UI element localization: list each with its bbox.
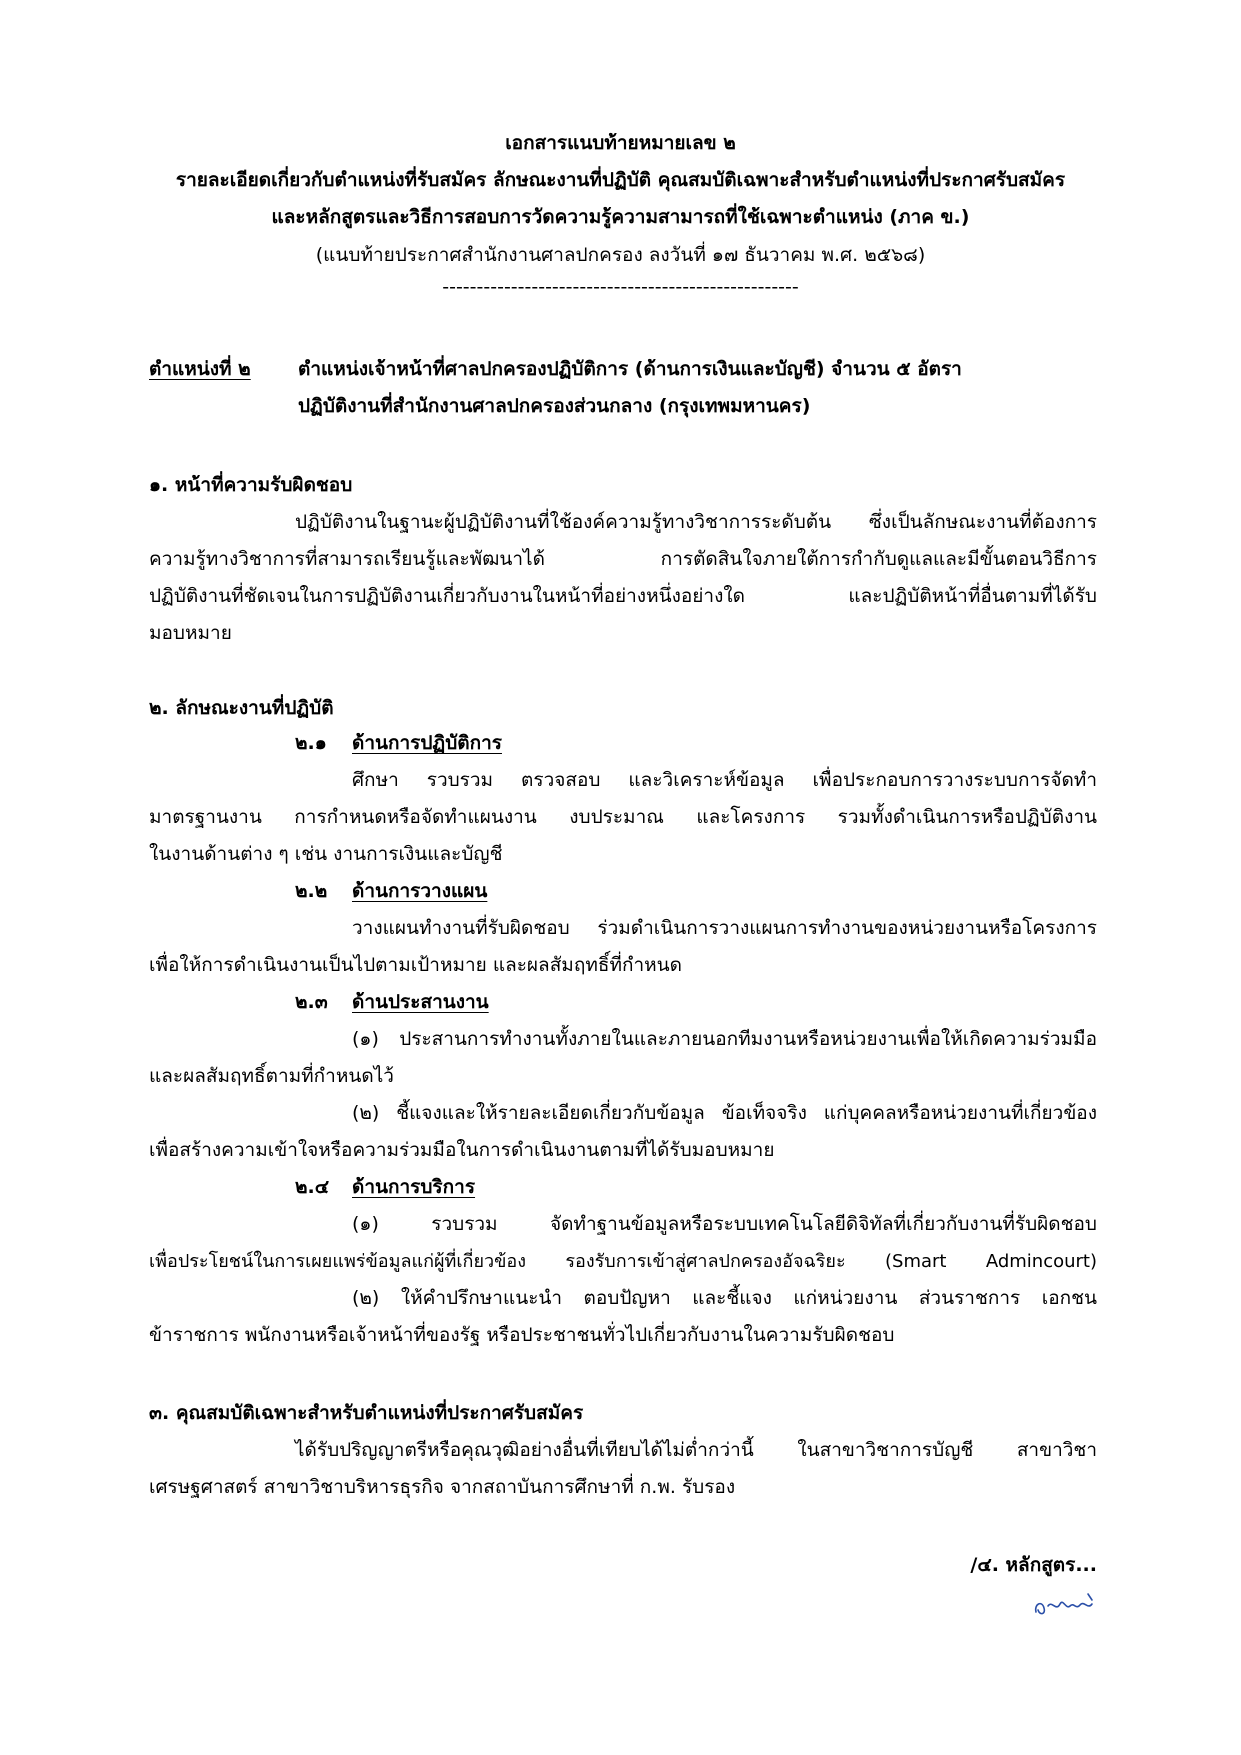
section2-heading: ๒. ลักษณะงานที่ปฏิบัติ bbox=[149, 697, 334, 719]
doc-subtitle-1: รายละเอียดเกี่ยวกับตำแหน่งที่รับสมัคร ลักษณะงานที่ปฏิบัติ คุณสมบัติเฉพาะสำหรับตำแหน่งที่ประกาศรับสมัคร bbox=[175, 169, 1066, 191]
section1-heading: ๑. หน้าที่ความรับผิดชอบ bbox=[149, 474, 353, 496]
continuation-marker: /๔. หลักสูตร... bbox=[970, 1554, 1097, 1576]
sub2-line: เพื่อให้การดำเนินงานเป็นไปตามเป้าหมาย และผลสัมฤทธิ์ที่กำหนด bbox=[149, 954, 682, 976]
position-location: ปฏิบัติงานที่สำนักงานศาลปกครองส่วนกลาง (กรุงเทพมหานคร) bbox=[298, 395, 811, 417]
sub1-number: ๒.๑ bbox=[295, 732, 327, 754]
sub1-line: ศึกษา รวบรวม ตรวจสอบ และวิเคราะห์ข้อมูล เพื่อประกอบการวางระบบการจัดทำ bbox=[352, 769, 1097, 791]
sub1-title: ด้านการปฏิบัติการ bbox=[352, 732, 502, 754]
sub4-title: ด้านการบริการ bbox=[352, 1176, 476, 1198]
sub3-line: (๑) ประสานการทำงานทั้งภายในและภายนอกทีมงานหรือหน่วยงานเพื่อให้เกิดความร่วมมือ bbox=[352, 1028, 1097, 1050]
section3-line: เศรษฐศาสตร์ สาขาวิชาบริหารธุรกิจ จากสถาบันการศึกษาที่ ก.พ. รับรอง bbox=[149, 1476, 736, 1498]
doc-title: เอกสารแนบท้ายหมายเลข ๒ bbox=[505, 132, 736, 154]
sub4-line: (๒) ให้คำปรึกษาแนะนำ ตอบปัญหา และชี้แจง แก่หน่วยงาน ส่วนราชการ เอกชน bbox=[352, 1287, 1097, 1309]
sub4-line: เพื่อประโยชน์ในการเผยแพร่ข้อมูลแก่ผู้ที่เกี่ยวข้อง รองรับการเข้าสู่ศาลปกครองอัจฉริยะ (Smart Admincourt) bbox=[149, 1251, 1097, 1272]
section3-heading: ๓. คุณสมบัติเฉพาะสำหรับตำแหน่งที่ประกาศรับสมัคร bbox=[149, 1402, 584, 1424]
sub2-number: ๒.๒ bbox=[295, 880, 328, 902]
sub3-number: ๒.๓ bbox=[295, 991, 328, 1013]
section1-line: ปฏิบัติงานในฐานะผู้ปฏิบัติงานที่ใช้องค์ความรู้ทางวิชาการระดับต้น ซึ่งเป็นลักษณะงานที่ต้องการ bbox=[295, 511, 1097, 533]
sub4-number: ๒.๔ bbox=[295, 1176, 330, 1198]
sub1-line: ในงานด้านต่าง ๆ เช่น งานการเงินและบัญชี bbox=[149, 843, 503, 865]
section1-line: ความรู้ทางวิชาการที่สามารถเรียนรู้และพัฒนาได้ การตัดสินใจภายใต้การกำกับดูแลและมีขั้นตอนวิธีการ bbox=[149, 548, 1097, 570]
doc-subtitle-2: และหลักสูตรและวิธีการสอบการวัดความรู้ความสามารถที่ใช้เฉพาะตำแหน่ง (ภาค ข.) bbox=[271, 206, 970, 228]
sub4-line: ข้าราชการ พนักงานหรือเจ้าหน้าที่ของรัฐ หรือประชาชนทั่วไปเกี่ยวกับงานในความรับผิดชอบ bbox=[149, 1324, 895, 1346]
section3-line: ได้รับปริญญาตรีหรือคุณวุฒิอย่างอื่นที่เทียบได้ไม่ต่ำกว่านี้ ในสาขาวิชาการบัญชี สาขาวิชา bbox=[295, 1439, 1097, 1461]
section1-line: มอบหมาย bbox=[149, 622, 232, 644]
section1-line: ปฏิบัติงานที่ชัดเจนในการปฏิบัติงานเกี่ยวกับงานในหน้าที่อย่างหนึ่งอย่างใด และปฏิบัติหน้าที่อื่นตามที่ได้รับ bbox=[149, 585, 1097, 607]
sub3-line: เพื่อสร้างความเข้าใจหรือความร่วมมือในการดำเนินงานตามที่ได้รับมอบหมาย bbox=[149, 1139, 775, 1161]
signature-icon bbox=[1030, 1586, 1100, 1622]
sub3-title: ด้านประสานงาน bbox=[352, 991, 489, 1013]
position-label: ตำแหน่งที่ ๒ bbox=[149, 358, 251, 380]
sub1-line: มาตรฐานงาน การกำหนดหรือจัดทำแผนงาน งบประมาณ และโครงการ รวมทั้งดำเนินการหรือปฏิบัติงาน bbox=[149, 806, 1097, 828]
sub2-title: ด้านการวางแผน bbox=[352, 880, 488, 902]
sub3-line: และผลสัมฤทธิ์ตามที่กำหนดไว้ bbox=[149, 1065, 394, 1087]
position-title: ตำแหน่งเจ้าหน้าที่ศาลปกครองปฏิบัติการ (ด้านการเงินและบัญชี) จำนวน ๕ อัตรา bbox=[298, 358, 962, 380]
sub4-line: (๑) รวบรวม จัดทำฐานข้อมูลหรือระบบเทคโนโลยีดิจิทัลที่เกี่ยวกับงานที่รับผิดชอบ bbox=[352, 1213, 1097, 1235]
header-divider: ---------------------------------------------------- bbox=[442, 276, 799, 298]
doc-reference: (แนบท้ายประกาศสำนักงานศาลปกครอง ลงวันที่ ๑๗ ธันวาคม พ.ศ. ๒๕๖๘) bbox=[315, 244, 926, 266]
sub3-line: (๒) ชี้แจงและให้รายละเอียดเกี่ยวกับข้อมูล ข้อเท็จจริง แก่บุคคลหรือหน่วยงานที่เกี่ยวข้อง bbox=[352, 1102, 1097, 1124]
sub2-line: วางแผนทำงานที่รับผิดชอบ ร่วมดำเนินการวางแผนการทำงานของหน่วยงานหรือโครงการ bbox=[352, 917, 1097, 939]
